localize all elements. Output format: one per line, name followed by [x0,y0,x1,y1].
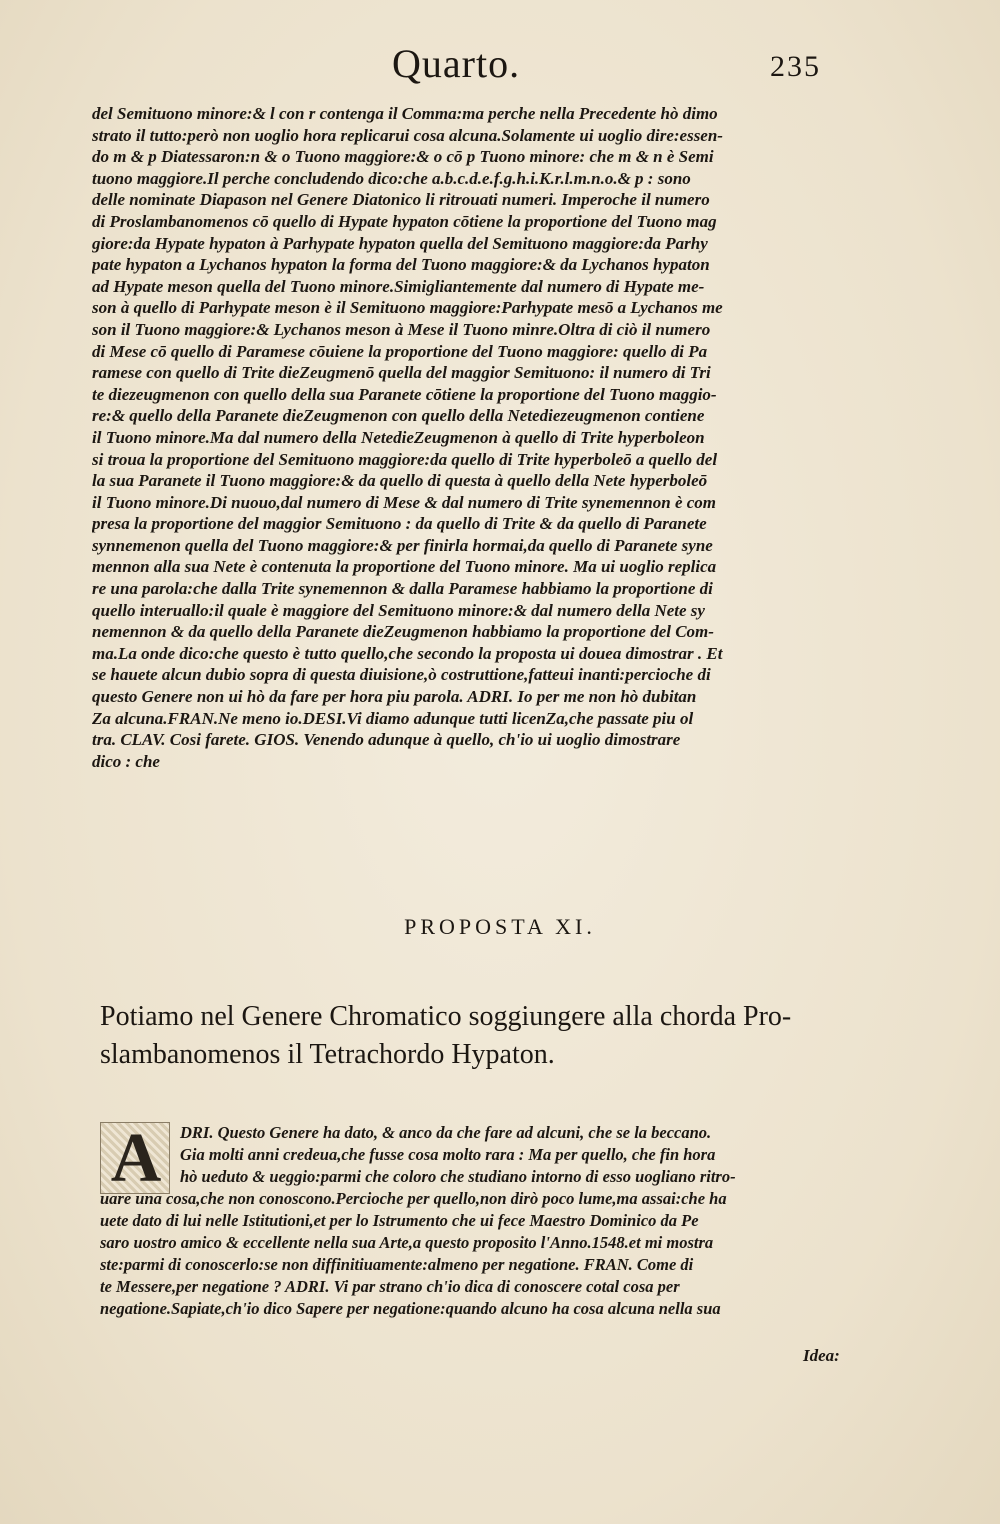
text-line: synnemenon quella del Tuono maggiore:& per finirla hormai,da quello di Paranete syne [92,535,713,555]
text-line: Gia molti anni credeua,che fusse cosa molto rara : Ma per quello, che fin hora [180,1145,716,1164]
text-line: ad Hypate meson quella del Tuono minore.Simigliantemente dal numero di Hypate me- [92,276,705,296]
text-line: ste:parmi di conoscerlo:se non diffinitiuamente:almeno per negatione. FRAN. Come di [100,1255,694,1274]
text-line: quello interuallo:il quale è maggiore del Semituono minore:& dal numero della Nete sy [92,600,705,620]
text-line: il Tuono minore.Ma dal numero della NetedieZeugmenon à quello di Trite hyperboleon [92,427,705,447]
text-line: di Mese cō quello di Paramese cōuiene la proportione del Tuono maggiore: quello di Pa [92,341,708,361]
text-line: negatione.Sapiate,ch'io dico Sapere per negatione:quando alcuno ha cosa alcuna nella sua [100,1299,721,1318]
text-line: do m & p Diatessaron:n & o Tuono maggiore:& o cō p Tuono minore: che m & n è Semi [92,147,714,167]
title-line: slambanomenos il Tetrachordo Hypaton. [100,1039,555,1070]
text-line: mennon alla sua Nete è contenuta la proportione del Tuono minore. Ma ui uoglio replica [92,557,717,577]
catchword: Idea: [803,1346,840,1365]
paragraph-continued [92,103,852,772]
proposition-heading: PROPOSTA XI. [404,914,596,939]
text-line: son il Tuono maggiore:& Lychanos meson à Mese il Tuono minre.Oltra di ciò il numero [92,319,711,339]
text-line: dico : che [92,751,160,771]
page-header [0,40,1000,90]
text-line: ramese con quello di Trite dieZeugmenō quella del maggior Semituono: il numero di Tri [92,363,711,383]
proposition-title [100,998,860,1074]
text-line: nemennon & da quello della Paranete dieZeugmenon habbiamo la proportione del Com- [92,622,714,642]
text-line: re:& quello della Paranete dieZeugmenon con quello della Netediezeugmenon contiene [92,406,705,426]
text-line: questo Genere non ui hò da fare per hora piu parola. ADRI. Io per me non hò dubitan [92,687,697,707]
text-line: son à quello di Parhypate meson è il Semituono maggiore:Parhypate mesō a Lychanos me [92,298,723,318]
text-line: se hauete alcun dubio sopra di questa diuisione,ò costruttione,fatteui inanti:percioche di [92,665,711,685]
text-line: il Tuono minore.Di nuouo,dal numero di Mese & dal numero di Trite synemennon è com [92,492,717,512]
text-line: te Messere,per negatione ? ADRI. Vi par strano ch'io dica di conoscere cotal cosa per [100,1277,680,1296]
text-line: di Proslambanomenos cō quello di Hypate hypaton cōtiene la proportione del Tuono mag [92,211,717,231]
text-line: strato il tutto:però non uoglio hora replicarui cosa alcuna.Solamente ui uoglio dire:essen- [92,125,723,145]
title-line: Potiamo nel Genere Chromatico soggiungere alla chorda Pro- [100,1001,792,1032]
text-line: la sua Paranete il Tuono maggiore:& da quello di questa à quello della Nete hyperboleō [92,471,708,491]
text-line: uete dato di lui nelle Istitutioni,et per lo Istrumento che ui fece Maestro Dominico da Pe [100,1211,699,1230]
text-line: presa la proportione del maggior Semituono : da quello di Trite & da quello di Paranete [92,514,707,534]
text-line: si troua la proportione del Semituono maggiore:da quello di Trite hyperboleō a quello del [92,449,718,469]
text-line: pate hypaton a Lychanos hypaton la forma del Tuono maggiore:& da Lychanos hypaton [92,255,710,275]
text-line: hò ueduto & ueggio:parmi che coloro che studiano intorno di esso uogliano ritro- [180,1167,736,1186]
text-line: DRI. Questo Genere ha dato, & anco da che fare ad alcuni, che se la beccano. [180,1123,712,1142]
text-line: ma.La onde dico:che questo è tutto quello,che secondo la proposta ui douea dimostrar . Et [92,643,723,663]
text-line: re una parola:che dalla Trite synemennon & dalla Paramese habbiamo la proportione di [92,579,713,599]
text-line: tra. CLAV. Cosi farete. GIOS. Venendo adunque à quello, ch'io ui uoglio dimostrare [92,730,681,750]
text-line: del Semituono minore:& l con r contenga il Comma:ma perche nella Precedente hò dimo [92,104,718,123]
text-line: Za alcuna.FRAN.Ne meno io.DESI.Vi diamo adunque tutti licenZa,che passate piu ol [92,708,694,728]
text-line: uare una cosa,che non conoscono.Percioche per quello,non dirò poco lume,ma assai:che ha [100,1189,727,1208]
initial-letter: A [110,1120,162,1197]
text-line: tuono maggiore.Il perche concludendo dico:che a.b.c.d.e.f.g.h.i.K.r.l.m.n.o.& p : sono [92,168,691,188]
text-line: te diezeugmenon con quello della sua Paranete cōtiene la proportione del Tuono maggio- [92,384,717,404]
dialogue-paragraph [100,1122,852,1320]
text-line: saro uostro amico & eccellente nella sua Arte,a questo proposito l'Anno.1548.et mi mostra [100,1233,714,1252]
text-line: giore:da Hypate hypaton à Parhypate hypaton quella del Semituono maggiore:da Parhy [92,233,708,253]
page-number: 235 [770,50,821,83]
text-line: delle nominate Diapason nel Genere Diatonico li ritrouati numeri. Imperoche il numero [92,190,710,210]
running-head: Quarto. [392,41,521,86]
